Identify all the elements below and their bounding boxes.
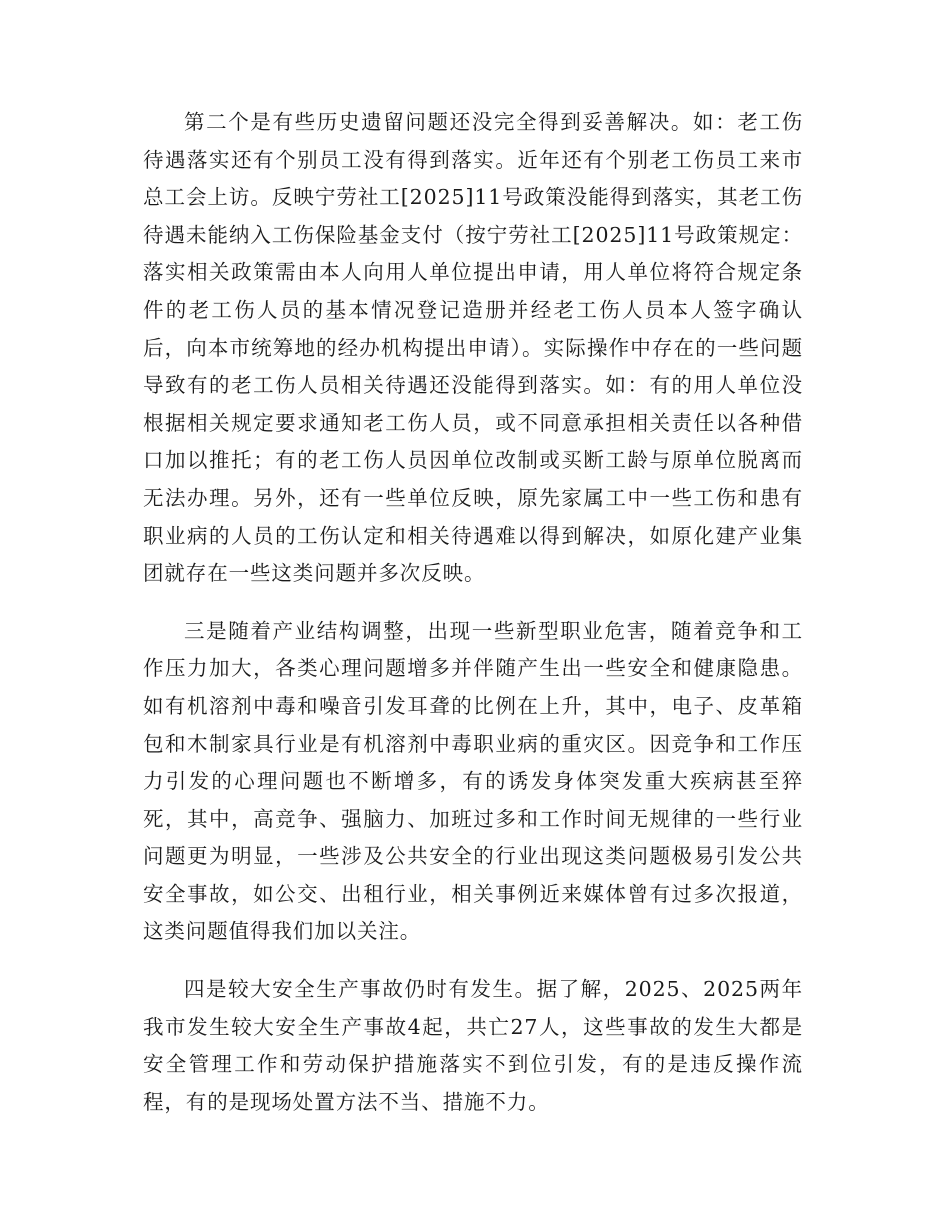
paragraph-occupational-hazards: 三是随着产业结构调整，出现一些新型职业危害，随着竞争和工作压力加大，各类心理问题增多并伴随产生出一些安全和健康隐患。如有机溶剂中毒和噪音引发耳聋的比例在上升，其中，电子、皮革箱包和木制家具行业是有机溶剂中毒职业病的重灾区。因竞争和工作压力引发的心理问题也不断增多，有的诱发身体突发重大疾病甚至猝死，其中，高竞争、强脑力、加班过多和工作时间无规律的一些行业问题更为明显，一些涉及公共安全的行业出现这类问题极易引发公共安全事故，如公交、出租行业，相关事例近来媒体曾有过多次报道，这类问题值得我们加以关注。	[143, 618, 803, 944]
document-body	[143, 104, 803, 1121]
paragraph-safety-accidents: 四是较大安全生产事故仍时有发生。据了解，2025、2025两年我市发生较大安全生产事故4起，共亡27人，这些事故的发生大都是安全管理工作和劳动保护措施落实不到位引发，有的是违反操作流程，有的是现场处置方法不当、措施不力。	[143, 977, 803, 1114]
paragraph-historical-issues: 第二个是有些历史遗留问题还没完全得到妥善解决。如：老工伤待遇落实还有个别员工没有得到落实。近年还有个别老工伤员工来市总工会上访。反映宁劳社工[2025]11号政策没能得到落实，其老工伤待遇未能纳入工伤保险基金支付（按宁劳社工[2025]11号政策规定：落实相关政策需由本人向用人单位提出申请，用人单位将符合规定条件的老工伤人员的基本情况登记造册并经老工伤人员本人签字确认后，向本市统筹地的经办机构提出申请）。实际操作中存在的一些问题导致有的老工伤人员相关待遇还没能得到落实。如：有的用人单位没根据相关规定要求通知老工伤人员，或不同意承担相关责任以各种借口加以推托；有的老工伤人员因单位改制或买断工龄与原单位脱离而无法办理。另外，还有一些单位反映，原先家属工中一些工伤和患有职业病的人员的工伤认定和相关待遇难以得到解决，如原化建产业集团就存在一些这类问题并多次反映。	[143, 110, 803, 586]
